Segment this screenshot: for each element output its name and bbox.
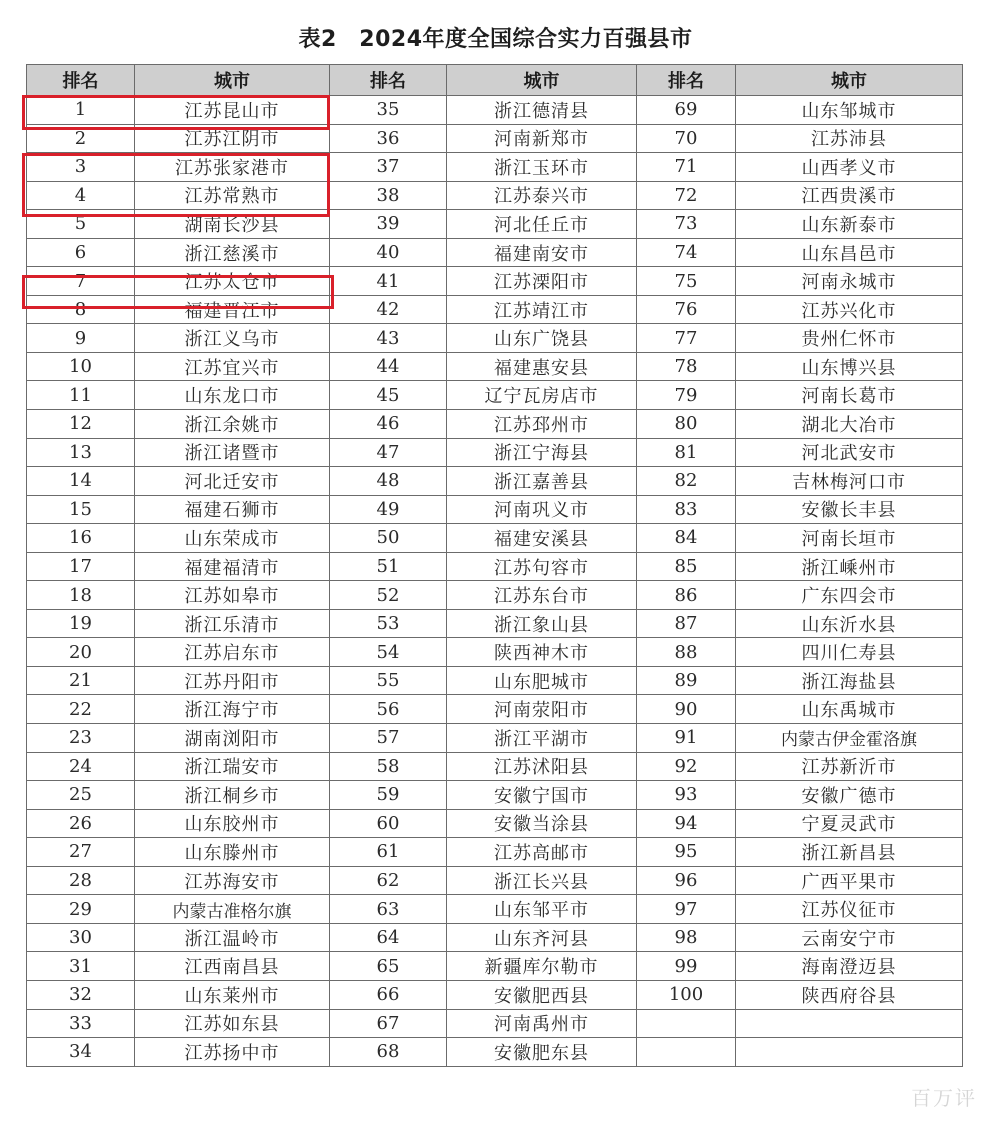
city-cell: 云南安宁市: [736, 923, 963, 952]
rank-cell: 55: [330, 666, 447, 695]
city-cell: 江苏启东市: [135, 638, 330, 667]
table-row: [27, 695, 963, 724]
city-cell: 广西平果市: [736, 866, 963, 895]
city-cell: 江苏兴化市: [736, 295, 963, 324]
rank-cell: 95: [637, 838, 736, 867]
rank-cell: 70: [637, 124, 736, 153]
ranking-table: [26, 64, 963, 1067]
city-cell: 江苏如东县: [135, 1009, 330, 1038]
rank-cell: 19: [27, 609, 135, 638]
city-cell: [736, 1038, 963, 1067]
city-cell: 浙江乐清市: [135, 609, 330, 638]
table-row: [27, 552, 963, 581]
table-row: [27, 524, 963, 553]
city-cell: 河南新郑市: [447, 124, 637, 153]
rank-cell: 6: [27, 238, 135, 267]
rank-cell: 35: [330, 96, 447, 125]
city-cell: 江苏丹阳市: [135, 666, 330, 695]
table-title: 表2 2024年度全国综合实力百强县市: [298, 27, 693, 52]
rank-cell: 53: [330, 609, 447, 638]
city-cell: 浙江新昌县: [736, 838, 963, 867]
table-row: [27, 438, 963, 467]
city-cell: 安徽当涂县: [447, 809, 637, 838]
table-row: [27, 609, 963, 638]
rank-cell: 93: [637, 781, 736, 810]
table-row: [27, 895, 963, 924]
rank-cell: 11: [27, 381, 135, 410]
rank-cell: 88: [637, 638, 736, 667]
rank-cell: 74: [637, 238, 736, 267]
city-cell: 四川仁寿县: [736, 638, 963, 667]
city-cell: 河南巩义市: [447, 495, 637, 524]
city-cell: 浙江瑞安市: [135, 752, 330, 781]
city-cell: 浙江玉环市: [447, 153, 637, 182]
rank-cell: 20: [27, 638, 135, 667]
city-cell: 江西贵溪市: [736, 181, 963, 210]
city-cell: 山东邹城市: [736, 96, 963, 125]
city-cell: 浙江平湖市: [447, 724, 637, 753]
rank-cell: 61: [330, 838, 447, 867]
rank-cell: 52: [330, 581, 447, 610]
rank-cell: 17: [27, 552, 135, 581]
rank-cell: 22: [27, 695, 135, 724]
rank-cell: 80: [637, 410, 736, 439]
city-cell: 浙江宁海县: [447, 438, 637, 467]
city-cell: 浙江嘉善县: [447, 467, 637, 496]
city-cell: 江苏如皋市: [135, 581, 330, 610]
city-cell: 福建晋江市: [135, 295, 330, 324]
rank-cell: 59: [330, 781, 447, 810]
table-row: [27, 752, 963, 781]
rank-cell: 58: [330, 752, 447, 781]
rank-cell: [637, 1009, 736, 1038]
city-cell: 河南永城市: [736, 267, 963, 296]
city-cell: 河南荥阳市: [447, 695, 637, 724]
table-row: [27, 1038, 963, 1067]
table-row: [27, 467, 963, 496]
city-cell: 福建石狮市: [135, 495, 330, 524]
rank-cell: 41: [330, 267, 447, 296]
rank-cell: 34: [27, 1038, 135, 1067]
rank-cell: 73: [637, 210, 736, 239]
table-row: [27, 153, 963, 182]
rank-cell: 85: [637, 552, 736, 581]
rank-cell: 3: [27, 153, 135, 182]
city-cell: 江苏东台市: [447, 581, 637, 610]
rank-cell: 54: [330, 638, 447, 667]
city-cell: 湖南浏阳市: [135, 724, 330, 753]
rank-cell: 2: [27, 124, 135, 153]
city-cell: 江苏新沂市: [736, 752, 963, 781]
city-cell: 陕西府谷县: [736, 980, 963, 1009]
rank-cell: 21: [27, 666, 135, 695]
table-row: [27, 238, 963, 267]
table-row: [27, 381, 963, 410]
rank-cell: 1: [27, 96, 135, 125]
table-row: [27, 210, 963, 239]
city-cell: 浙江海盐县: [736, 666, 963, 695]
rank-cell: 83: [637, 495, 736, 524]
city-cell: 安徽宁国市: [447, 781, 637, 810]
city-cell: 江苏句容市: [447, 552, 637, 581]
table-row: [27, 267, 963, 296]
table-header-row: [27, 65, 963, 96]
rank-cell: 81: [637, 438, 736, 467]
rank-cell: 56: [330, 695, 447, 724]
city-cell: 海南澄迈县: [736, 952, 963, 981]
city-cell: 陕西神木市: [447, 638, 637, 667]
table-row: [27, 638, 963, 667]
rank-cell: 43: [330, 324, 447, 353]
city-cell: 江苏张家港市: [135, 153, 330, 182]
city-cell: 福建惠安县: [447, 352, 637, 381]
rank-cell: 31: [27, 952, 135, 981]
city-cell: 浙江德清县: [447, 96, 637, 125]
table-row: [27, 952, 963, 981]
city-cell: 浙江义乌市: [135, 324, 330, 353]
rank-cell: 15: [27, 495, 135, 524]
rank-cell: 92: [637, 752, 736, 781]
city-cell: 江苏海安市: [135, 866, 330, 895]
city-cell: 安徽肥东县: [447, 1038, 637, 1067]
city-cell: 山东滕州市: [135, 838, 330, 867]
rank-cell: 84: [637, 524, 736, 553]
city-cell: 山东新泰市: [736, 210, 963, 239]
rank-cell: 32: [27, 980, 135, 1009]
rank-cell: 44: [330, 352, 447, 381]
table-row: [27, 809, 963, 838]
header-rank-1: 排名: [27, 65, 135, 96]
table-row: [27, 581, 963, 610]
city-cell: 山东莱州市: [135, 980, 330, 1009]
rank-cell: 33: [27, 1009, 135, 1038]
rank-cell: 77: [637, 324, 736, 353]
rank-cell: 71: [637, 153, 736, 182]
table-row: [27, 980, 963, 1009]
rank-cell: 100: [637, 980, 736, 1009]
rank-cell: 28: [27, 866, 135, 895]
header-city-1: 城市: [135, 65, 330, 96]
city-cell: 浙江长兴县: [447, 866, 637, 895]
table-row: [27, 96, 963, 125]
rank-cell: 38: [330, 181, 447, 210]
city-cell: 山东昌邑市: [736, 238, 963, 267]
city-cell: 贵州仁怀市: [736, 324, 963, 353]
city-cell: 江苏扬中市: [135, 1038, 330, 1067]
table-row: [27, 295, 963, 324]
table-row: [27, 838, 963, 867]
rank-cell: 87: [637, 609, 736, 638]
rank-cell: 25: [27, 781, 135, 810]
city-cell: 江苏邳州市: [447, 410, 637, 439]
city-cell: 安徽长丰县: [736, 495, 963, 524]
city-cell: 浙江慈溪市: [135, 238, 330, 267]
rank-cell: 12: [27, 410, 135, 439]
city-cell: 安徽广德市: [736, 781, 963, 810]
city-cell: 安徽肥西县: [447, 980, 637, 1009]
rank-cell: 72: [637, 181, 736, 210]
city-cell: 山东龙口市: [135, 381, 330, 410]
city-cell: 山东邹平市: [447, 895, 637, 924]
rank-cell: 91: [637, 724, 736, 753]
rank-cell: 90: [637, 695, 736, 724]
table-row: [27, 124, 963, 153]
table-row: [27, 495, 963, 524]
rank-cell: 16: [27, 524, 135, 553]
rank-cell: 13: [27, 438, 135, 467]
table-row: [27, 1009, 963, 1038]
rank-cell: 82: [637, 467, 736, 496]
rank-cell: 14: [27, 467, 135, 496]
city-cell: 山西孝义市: [736, 153, 963, 182]
city-cell: 浙江嵊州市: [736, 552, 963, 581]
city-cell: 广东四会市: [736, 581, 963, 610]
city-cell: 江苏太仓市: [135, 267, 330, 296]
city-cell: 江苏高邮市: [447, 838, 637, 867]
rank-cell: 36: [330, 124, 447, 153]
rank-cell: 63: [330, 895, 447, 924]
rank-cell: 66: [330, 980, 447, 1009]
city-cell: 江苏沛县: [736, 124, 963, 153]
rank-cell: 60: [330, 809, 447, 838]
city-cell: 福建南安市: [447, 238, 637, 267]
table-row: [27, 410, 963, 439]
city-cell: 内蒙古伊金霍洛旗: [736, 724, 963, 753]
city-cell: 宁夏灵武市: [736, 809, 963, 838]
table-row: [27, 324, 963, 353]
rank-cell: 75: [637, 267, 736, 296]
city-cell: 江苏昆山市: [135, 96, 330, 125]
rank-cell: 67: [330, 1009, 447, 1038]
city-cell: 江苏沭阳县: [447, 752, 637, 781]
city-cell: 福建福清市: [135, 552, 330, 581]
city-cell: 吉林梅河口市: [736, 467, 963, 496]
city-cell: 山东胶州市: [135, 809, 330, 838]
table-body: [27, 96, 963, 1067]
city-cell: 山东博兴县: [736, 352, 963, 381]
city-cell: 浙江桐乡市: [135, 781, 330, 810]
city-cell: 江苏泰兴市: [447, 181, 637, 210]
rank-cell: 98: [637, 923, 736, 952]
watermark-text: 百万评: [911, 1086, 977, 1110]
rank-cell: 8: [27, 295, 135, 324]
header-city-2: 城市: [447, 65, 637, 96]
header-rank-2: 排名: [330, 65, 447, 96]
rank-cell: 62: [330, 866, 447, 895]
rank-cell: 40: [330, 238, 447, 267]
city-cell: 河北任丘市: [447, 210, 637, 239]
rank-cell: 7: [27, 267, 135, 296]
table-row: [27, 923, 963, 952]
rank-cell: 46: [330, 410, 447, 439]
city-cell: 浙江海宁市: [135, 695, 330, 724]
city-cell: 福建安溪县: [447, 524, 637, 553]
rank-cell: 37: [330, 153, 447, 182]
city-cell: 湖北大冶市: [736, 410, 963, 439]
rank-cell: 47: [330, 438, 447, 467]
rank-cell: 94: [637, 809, 736, 838]
rank-cell: [637, 1038, 736, 1067]
rank-cell: 50: [330, 524, 447, 553]
rank-cell: 69: [637, 96, 736, 125]
city-cell: [736, 1009, 963, 1038]
rank-cell: 79: [637, 381, 736, 410]
city-cell: 江苏宜兴市: [135, 352, 330, 381]
table-row: [27, 866, 963, 895]
rank-cell: 45: [330, 381, 447, 410]
city-cell: 江西南昌县: [135, 952, 330, 981]
rank-cell: 42: [330, 295, 447, 324]
city-cell: 江苏江阴市: [135, 124, 330, 153]
city-cell: 江苏常熟市: [135, 181, 330, 210]
rank-cell: 29: [27, 895, 135, 924]
city-cell: 辽宁瓦房店市: [447, 381, 637, 410]
rank-cell: 9: [27, 324, 135, 353]
rank-cell: 23: [27, 724, 135, 753]
rank-cell: 48: [330, 467, 447, 496]
table-row: [27, 781, 963, 810]
rank-cell: 39: [330, 210, 447, 239]
city-cell: 山东荣成市: [135, 524, 330, 553]
city-cell: 浙江象山县: [447, 609, 637, 638]
city-cell: 河北迁安市: [135, 467, 330, 496]
city-cell: 山东广饶县: [447, 324, 637, 353]
table-row: [27, 181, 963, 210]
city-cell: 山东沂水县: [736, 609, 963, 638]
city-cell: 江苏溧阳市: [447, 267, 637, 296]
city-cell: 山东齐河县: [447, 923, 637, 952]
rank-cell: 89: [637, 666, 736, 695]
rank-cell: 49: [330, 495, 447, 524]
city-cell: 浙江余姚市: [135, 410, 330, 439]
rank-cell: 51: [330, 552, 447, 581]
city-cell: 河南长垣市: [736, 524, 963, 553]
city-cell: 河南长葛市: [736, 381, 963, 410]
city-cell: 新疆库尔勒市: [447, 952, 637, 981]
city-cell: 浙江温岭市: [135, 923, 330, 952]
city-cell: 浙江诸暨市: [135, 438, 330, 467]
city-cell: 江苏靖江市: [447, 295, 637, 324]
rank-cell: 18: [27, 581, 135, 610]
city-cell: 山东肥城市: [447, 666, 637, 695]
city-cell: 湖南长沙县: [135, 210, 330, 239]
rank-cell: 10: [27, 352, 135, 381]
rank-cell: 30: [27, 923, 135, 952]
city-cell: 山东禹城市: [736, 695, 963, 724]
table-row: [27, 666, 963, 695]
table-row: [27, 724, 963, 753]
table-row: [27, 352, 963, 381]
header-city-3: 城市: [736, 65, 963, 96]
rank-cell: 65: [330, 952, 447, 981]
rank-cell: 76: [637, 295, 736, 324]
city-cell: 河南禹州市: [447, 1009, 637, 1038]
rank-cell: 78: [637, 352, 736, 381]
header-rank-3: 排名: [637, 65, 736, 96]
rank-cell: 68: [330, 1038, 447, 1067]
rank-cell: 26: [27, 809, 135, 838]
rank-cell: 86: [637, 581, 736, 610]
rank-cell: 97: [637, 895, 736, 924]
rank-cell: 5: [27, 210, 135, 239]
city-cell: 江苏仪征市: [736, 895, 963, 924]
rank-cell: 99: [637, 952, 736, 981]
rank-cell: 96: [637, 866, 736, 895]
rank-cell: 24: [27, 752, 135, 781]
rank-cell: 57: [330, 724, 447, 753]
rank-cell: 4: [27, 181, 135, 210]
city-cell: 河北武安市: [736, 438, 963, 467]
rank-cell: 27: [27, 838, 135, 867]
city-cell: 内蒙古准格尔旗: [135, 895, 330, 924]
rank-cell: 64: [330, 923, 447, 952]
